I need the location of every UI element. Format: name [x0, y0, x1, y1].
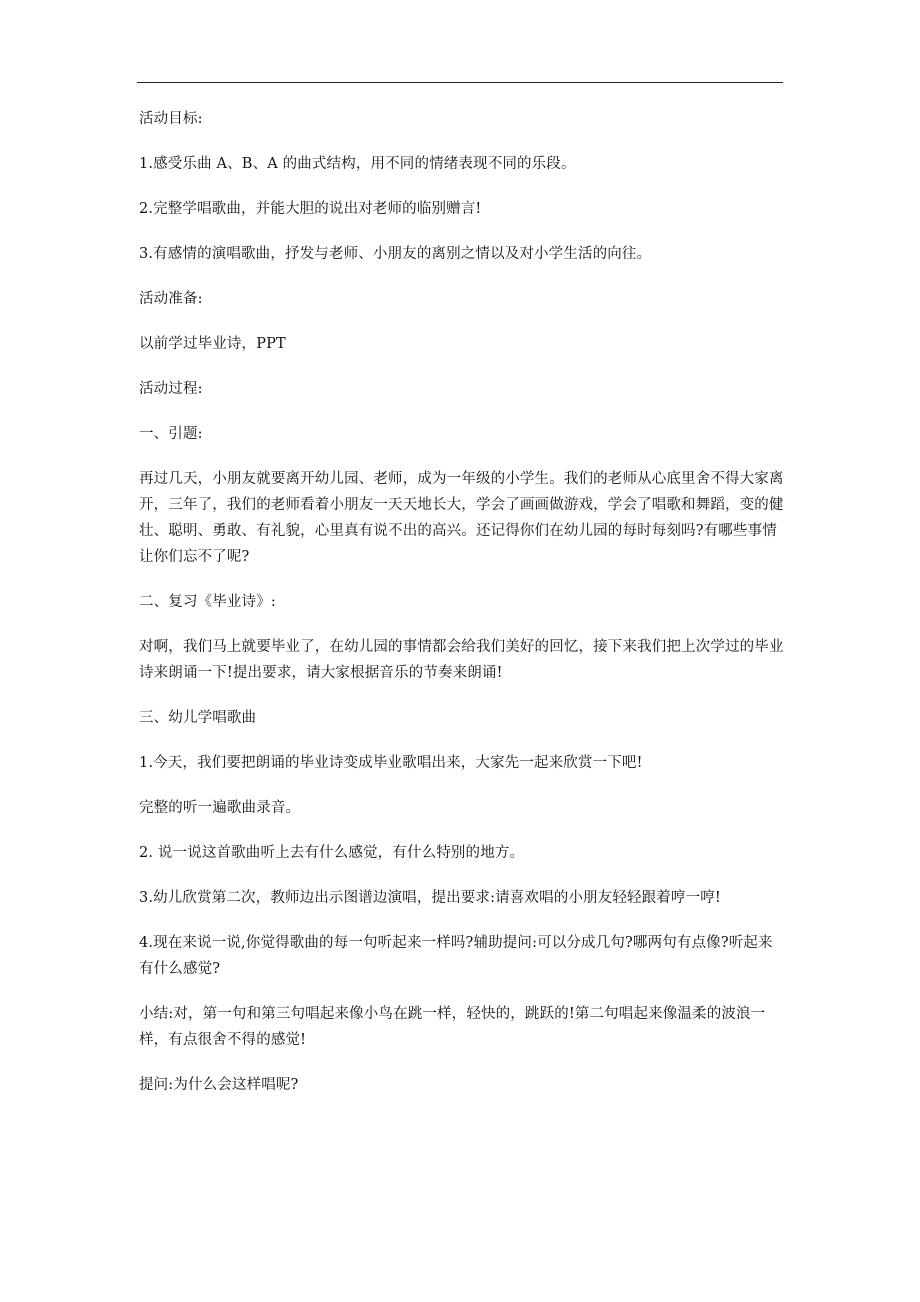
question-paragraph: 提问:为什么会这样唱呢? — [139, 1077, 299, 1093]
listen-recording-text: 完整的听一遍歌曲录音。 — [139, 800, 301, 816]
header-rule — [137, 82, 783, 83]
summary-paragraph: 小结:对，第一句和第三句唱起来像小鸟在跳一样，轻快的，跳跃的!第二句唱起来像温柔的波浪一样，有点很舍不得的感觉! — [139, 1006, 766, 1048]
intro-paragraph: 再过几天，小朋友就要离开幼儿园、老师，成为一年级的小学生。我们的老师从心底里舍不得大家离开，三年了，我们的老师看着小朋友一天天地长大，学会了画画做游戏，学会了唱歌和舞蹈，变的健壮、聪明、勇敢、有礼貌，心里真有说不出的高兴。还记得你们在幼儿园的每时每刻吗?有哪些事情让你们忘不了呢? — [139, 471, 784, 565]
step-heading-learn-song: 三、幼儿学唱歌曲 — [139, 710, 257, 726]
step-heading-review: 二、复习《毕业诗》: — [139, 594, 276, 610]
document-body — [139, 106, 787, 1117]
section-heading-process: 活动过程: — [139, 381, 203, 397]
goal-item-3: 3.有感情的演唱歌曲，抒发与老师、小朋友的离别之情以及对小学生活的向往。 — [139, 246, 652, 262]
learn-song-item-3: 3.幼儿欣赏第二次，教师边出示图谱边演唱，提出要求:请喜欢唱的小朋友轻轻跟着哼一哼! — [139, 890, 721, 906]
learn-song-item-1: 1.今天，我们要把朗诵的毕业诗变成毕业歌唱出来，大家先一起来欣赏一下吧! — [139, 755, 643, 771]
preparation-text: 以前学过毕业诗，PPT — [139, 336, 286, 352]
learn-song-item-2: 2. 说一说这首歌曲听上去有什么感觉，有什么特别的地方。 — [139, 845, 525, 861]
goal-item-1: 1.感受乐曲 A、B、A 的曲式结构，用不同的情绪表现不同的乐段。 — [139, 156, 576, 172]
review-paragraph: 对啊，我们马上就要毕业了，在幼儿园的事情都会给我们美好的回忆，接下来我们把上次学过的毕业诗来朗诵一下!提出要求，请大家根据音乐的节奏来朗诵! — [139, 639, 784, 681]
learn-song-item-4: 4.现在来说一说,你觉得歌曲的每一句听起来一样吗?辅助提问:可以分成几句?哪两句有点像?听起来有什么感觉? — [139, 935, 773, 977]
section-heading-goals: 活动目标: — [139, 111, 203, 127]
step-heading-intro: 一、引题: — [139, 426, 203, 442]
goal-item-2: 2.完整学唱歌曲，并能大胆的说出对老师的临别赠言! — [139, 201, 482, 217]
section-heading-preparation: 活动准备: — [139, 291, 203, 307]
